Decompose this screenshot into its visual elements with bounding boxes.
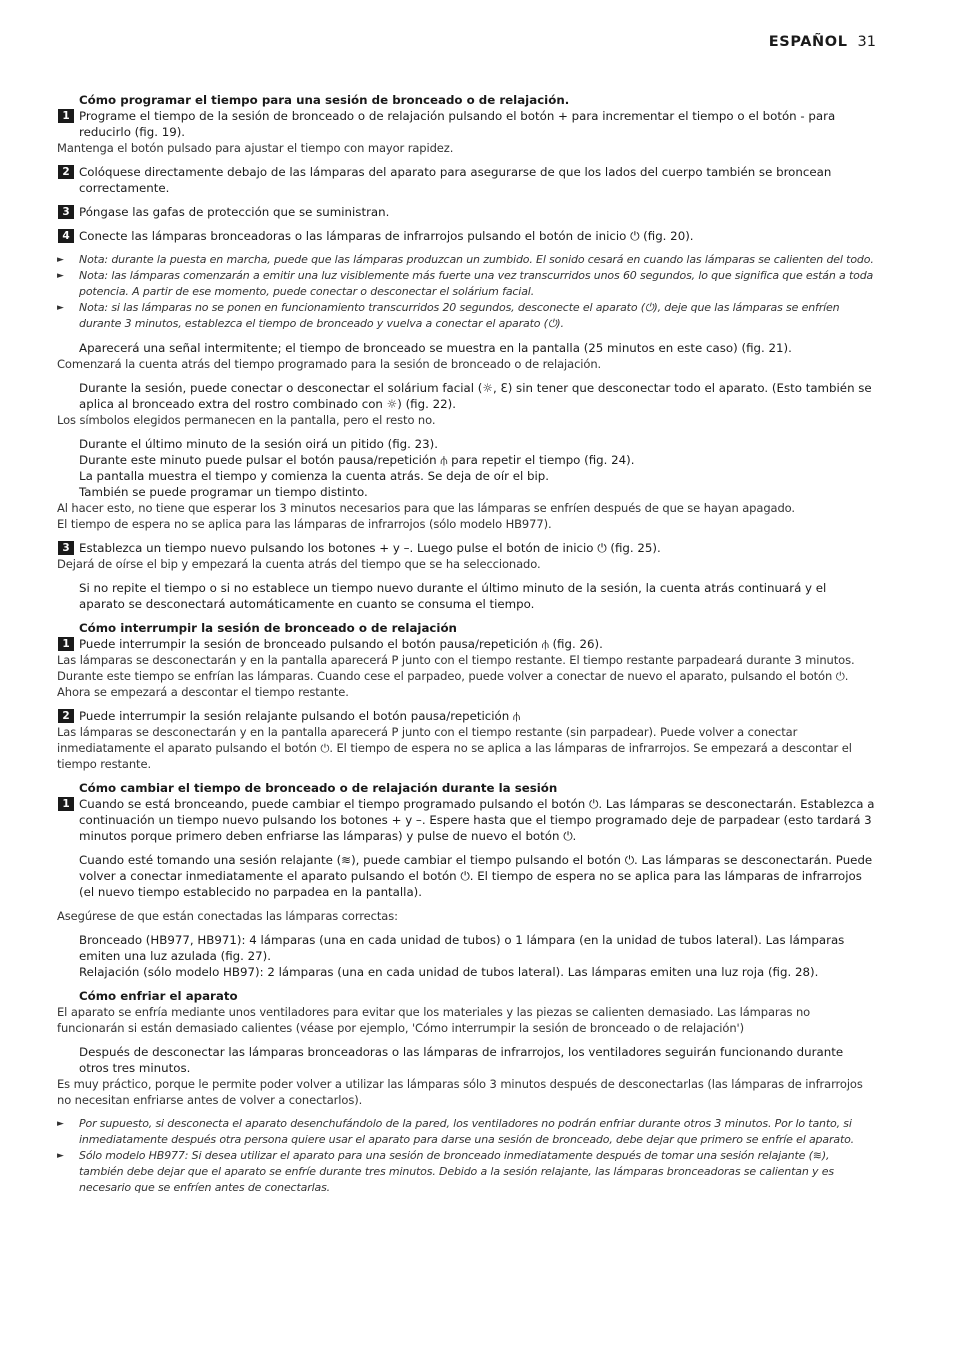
step-text: Conecte las lámparas bronceadoras o las lámparas de infrarrojos pulsando el botón de inicio ⏻ (fig. 20).: [79, 229, 694, 243]
step-item: [57, 164, 875, 196]
body-text: Las lámparas se desconectarán y en la pantalla aparecerá P junto con el tiempo restante. El tiempo restante parpadeará durante 3 minutos. Durante este tiempo se enfrían las lámparas. Cuando cese el parpadeo, puede volver a conectar de nuevo el aparato, pulsando el botón ⏻. Ahora se empezará a descontar el tiempo restante.: [57, 653, 855, 699]
note-text: Por supuesto, si desconecta el aparato desenchufándolo de la pared, los ventiladores no podrán enfriar durante otros 3 minutos. Por lo tanto, si inmediatamente después otra persona quiere usar el aparato para darse una sesión de bronceado, debe dejar que primero se enfríe el aparato.: [79, 1117, 855, 1146]
section-heading: Cómo interrumpir la sesión de bronceado o de relajación: [79, 621, 457, 635]
language-label: ESPAÑOL: [768, 34, 848, 50]
arrow-bullet-icon: ►: [57, 255, 64, 265]
indented-text: Cuando esté tomando una sesión relajante (≋), puede cambiar el tiempo pulsando el botón ⏻. Las lámparas se desconectarán. Puede volver a conectar inmediatamente el aparato pulsando el botón ⏻. El tiempo de espera no se aplica para las lámparas de infrarrojos (el nuevo tiempo establecido no parpadea en la pantalla).: [79, 853, 873, 899]
step-text: Póngase las gafas de protección que se suministran.: [79, 205, 390, 219]
body-text: El aparato se enfría mediante unos ventiladores para evitar que los materiales y las piezas se calienten demasiado. Las lámparas no funcionarán si están demasiado calientes (véase por ejemplo, 'Cómo interrumpir la sesión de bronceado o de relajación'): [57, 1005, 811, 1035]
indented-text: Relajación (sólo modelo HB97): 2 lámparas (una en cada unidad de tubos lateral). Las lámparas emiten una luz roja (fig. 28).: [79, 965, 819, 979]
step-number: 1: [58, 637, 74, 651]
note-item: [57, 1148, 875, 1196]
body-text: Es muy práctico, porque le permite poder volver a utilizar las lámparas sólo 3 minutos después de desconectarlas (las lámparas de infrarrojos no necesitan enfriarse antes de volver a conectarlos).: [57, 1077, 863, 1107]
note-item: [57, 252, 875, 268]
body-text: Dejará de oírse el bip y empezará la cuenta atrás del tiempo que se ha seleccionado.: [57, 557, 541, 571]
note-text: Nota: si las lámparas no se ponen en funcionamiento transcurridos 20 segundos, desconecte el aparato (⏻), deje que las lámparas se enfríen durante 3 minutos, establezca el tiempo de bronceado y vuelva a conectar el aparato (⏻).: [79, 301, 840, 330]
step-text: Puede interrumpir la sesión relajante pulsando el botón pausa/repetición ⫛: [79, 709, 520, 723]
arrow-bullet-icon: ►: [57, 303, 64, 313]
section-heading: Cómo programar el tiempo para una sesión de bronceado o de relajación.: [79, 93, 570, 107]
body-text: Comenzará la cuenta atrás del tiempo programado para la sesión de bronceado o de relajación.: [57, 357, 602, 371]
step-number: 1: [58, 797, 74, 811]
indented-text: Durante este minuto puede pulsar el botón pausa/repetición ⫛ para repetir el tiempo (fig. 24).: [79, 453, 635, 467]
arrow-bullet-icon: ►: [57, 1151, 64, 1161]
step-text: Colóquese directamente debajo de las lámparas del aparato para asegurarse de que los lados del cuerpo también se broncean correctamente.: [79, 165, 832, 195]
indented-text: Aparecerá una señal intermitente; el tiempo de bronceado se muestra en la pantalla (25 minutos en este caso) (fig. 21).: [79, 341, 792, 355]
step-number: 4: [58, 229, 74, 243]
arrow-bullet-icon: ►: [57, 1119, 64, 1129]
step-item: [57, 708, 875, 724]
note-text: Nota: durante la puesta en marcha, puede que las lámparas produzcan un zumbido. El sonido cesará en cuando las lámparas se calienten del todo.: [79, 253, 874, 266]
step-number: 2: [58, 709, 74, 723]
body-text: Las lámparas se desconectarán y en la pantalla aparecerá P junto con el tiempo restante (sin parpadear). Puede volver a conectar inmediatamente el aparato pulsando el botón ⏻. El tiempo de espera no se aplica a las lámparas de infrarrojos. Se empezará a descontar el tiempo restante.: [57, 725, 852, 771]
step-item: [57, 796, 875, 844]
indented-text: Bronceado (HB977, HB971): 4 lámparas (una en cada unidad de tubos) o 1 lámpara (en la unidad de tubos lateral). Las lámparas emiten una luz azulada (fig. 27).: [79, 933, 845, 963]
note-item: [57, 1116, 875, 1148]
note-text: Nota: las lámparas comenzarán a emitir una luz visiblemente más fuerte una vez transcurridos unos 60 segundos, lo que significa que están a toda potencia. A partir de ese momento, puede conectar o desconectar el solárium facial.: [79, 269, 874, 298]
indented-text: Durante la sesión, puede conectar o desconectar el solárium facial (☼, ℇ) sin tener que desconectar todo el aparato. (Esto también se aplica al bronceado extra del rostro combinado con ☼) (fig. 22).: [79, 381, 872, 411]
body-text: Los símbolos elegidos permanecen en la pantalla, pero el resto no.: [57, 413, 436, 427]
step-text: Puede interrumpir la sesión de bronceado pulsando el botón pausa/repetición ⫛ (fig. 26).: [79, 637, 603, 651]
body-text: Al hacer esto, no tiene que esperar los 3 minutos necesarios para que las lámparas se enfríen después de que se hayan apagado.: [57, 501, 795, 515]
indented-text: Durante el último minuto de la sesión oirá un pitido (fig. 23).: [79, 437, 439, 451]
indented-text: Si no repite el tiempo o si no establece un tiempo nuevo durante el último minuto de la sesión, la cuenta atrás continuará y el aparato se desconectará automáticamente en cuanto se consuma el tiempo.: [79, 581, 827, 611]
body-text: El tiempo de espera no se aplica para las lámparas de infrarrojos (sólo modelo HB977).: [57, 517, 552, 531]
step-item: [57, 228, 875, 244]
section-heading: Cómo enfriar el aparato: [79, 989, 238, 1003]
indented-text: La pantalla muestra el tiempo y comienza la cuenta atrás. Se deja de oír el bip.: [79, 469, 549, 483]
note-text: Sólo modelo HB977: Si desea utilizar el aparato para una sesión de bronceado inmediatamente después de tomar una sesión relajante (≋), también debe dejar que el aparato se enfríe durante tres minutos. Debido a la sesión relajante, las lámparas bronceadoras se calientan y es necesario que se enfríen antes de conectarlas.: [79, 1149, 834, 1194]
indented-text: Después de desconectar las lámparas bronceadoras o las lámparas de infrarrojos, los ventiladores seguirán funcionando durante otros tres minutos.: [79, 1045, 844, 1075]
arrow-bullet-icon: ►: [57, 271, 64, 281]
body-text: Asegúrese de que están conectadas las lámparas correctas:: [57, 909, 398, 923]
section-heading: Cómo cambiar el tiempo de bronceado o de relajación durante la sesión: [79, 781, 558, 795]
body-text: Mantenga el botón pulsado para ajustar el tiempo con mayor rapidez.: [57, 141, 454, 155]
step-number: 3: [58, 205, 74, 219]
step-number: 2: [58, 165, 74, 179]
indented-text: También se puede programar un tiempo distinto.: [79, 485, 368, 499]
note-item: [57, 300, 875, 332]
step-item: [57, 636, 875, 652]
step-text: Establezca un tiempo nuevo pulsando los botones + y –. Luego pulse el botón de inicio ⏻ (fig. 25).: [79, 541, 661, 555]
step-number: 3: [58, 541, 74, 555]
step-text: Programe el tiempo de la sesión de bronceado o de relajación pulsando el botón + para incrementar el tiempo o el botón - para reducirlo (fig. 19).: [79, 109, 836, 139]
note-item: [57, 268, 875, 300]
step-item: [57, 204, 875, 220]
step-number: 1: [58, 109, 74, 123]
step-item: [57, 108, 875, 140]
step-text: Cuando se está bronceando, puede cambiar el tiempo programado pulsando el botón ⏻. Las lámparas se desconectarán. Establezca a continuación un tiempo nuevo pulsando los botones + y –. Espere hasta que el tiempo programado deje de parpadear (esto tardará 3 minutos porque primero deben enfriarse las lámparas) y pulse de nuevo el botón ⏻.: [79, 797, 875, 843]
page-number: 31: [857, 34, 876, 50]
manual-page: [57, 92, 875, 1196]
step-item: [57, 540, 875, 556]
page-header: [769, 34, 876, 50]
